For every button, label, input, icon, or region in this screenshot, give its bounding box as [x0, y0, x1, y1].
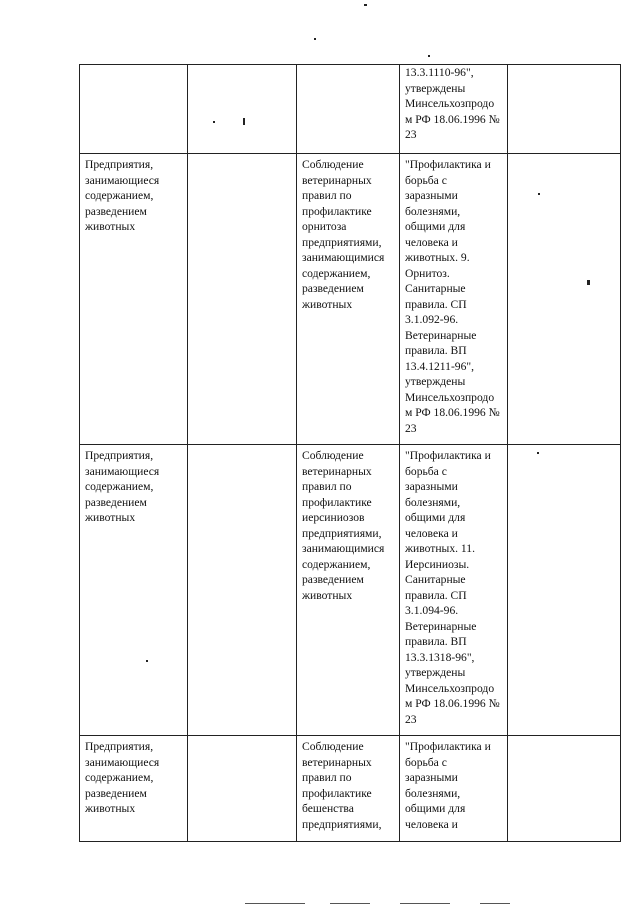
regulations-table: [79, 64, 621, 842]
activity-cell: [80, 65, 188, 154]
document-cell: "Профилактика и борьба с заразными болезнями, общими для человека и: [400, 736, 508, 842]
scan-speck: [428, 55, 430, 57]
empty-cell: [508, 154, 621, 445]
empty-cell: [188, 736, 297, 842]
empty-cell: [508, 445, 621, 736]
empty-cell: [508, 65, 621, 154]
table-row: [80, 736, 621, 842]
scan-speck: [213, 121, 215, 123]
scan-line: [245, 903, 305, 904]
document-cell: "Профилактика и борьба с заразными болезнями, общими для человека и животных. 9. Орнитоз. Санитарные правила. СП 3.1.092-96. Ветеринарные правила. ВП 13.4.1211-96", утверждены Минсельхозпродо м РФ 18.06.1996 № 23: [400, 154, 508, 445]
empty-cell: [188, 154, 297, 445]
scan-speck: [243, 118, 245, 125]
scan-speck: [146, 660, 148, 662]
scan-speck: [538, 193, 540, 195]
document-cell: 13.3.1110-96", утверждены Минсельхозпродо м РФ 18.06.1996 № 23: [400, 65, 508, 154]
scan-line: [480, 903, 510, 904]
activity-cell: Предприятия, занимающиеся содержанием, разведением животных: [80, 154, 188, 445]
document-cell: "Профилактика и борьба с заразными болезнями, общими для человека и животных. 11. Иерсиниозы. Санитарные правила. СП 3.1.094-96. Ветеринарные правила. ВП 13.3.1318-96", утверждены Минсельхозпродо м РФ 18.06.1996 № 23: [400, 445, 508, 736]
table-row: [80, 445, 621, 736]
activity-cell: Предприятия, занимающиеся содержанием, разведением животных: [80, 736, 188, 842]
requirement-cell: Соблюдение ветеринарных правил по профилактике орнитоза предприятиями, занимающимися содержанием, разведением животных: [297, 154, 400, 445]
empty-cell: [508, 736, 621, 842]
scan-speck: [314, 38, 316, 40]
empty-cell: [188, 65, 297, 154]
requirement-cell: [297, 65, 400, 154]
empty-cell: [188, 445, 297, 736]
table-row: [80, 65, 621, 154]
table-row: [80, 154, 621, 445]
scan-speck: [364, 4, 367, 6]
activity-cell: Предприятия, занимающиеся содержанием, разведением животных: [80, 445, 188, 736]
requirement-cell: Соблюдение ветеринарных правил по профилактике бешенства предприятиями,: [297, 736, 400, 842]
requirement-cell: Соблюдение ветеринарных правил по профилактике иерсиниозов предприятиями, занимающимися содержанием, разведением животных: [297, 445, 400, 736]
scan-line: [330, 903, 370, 904]
scan-speck: [587, 280, 590, 285]
scan-line: [400, 903, 450, 904]
scan-speck: [537, 452, 539, 454]
